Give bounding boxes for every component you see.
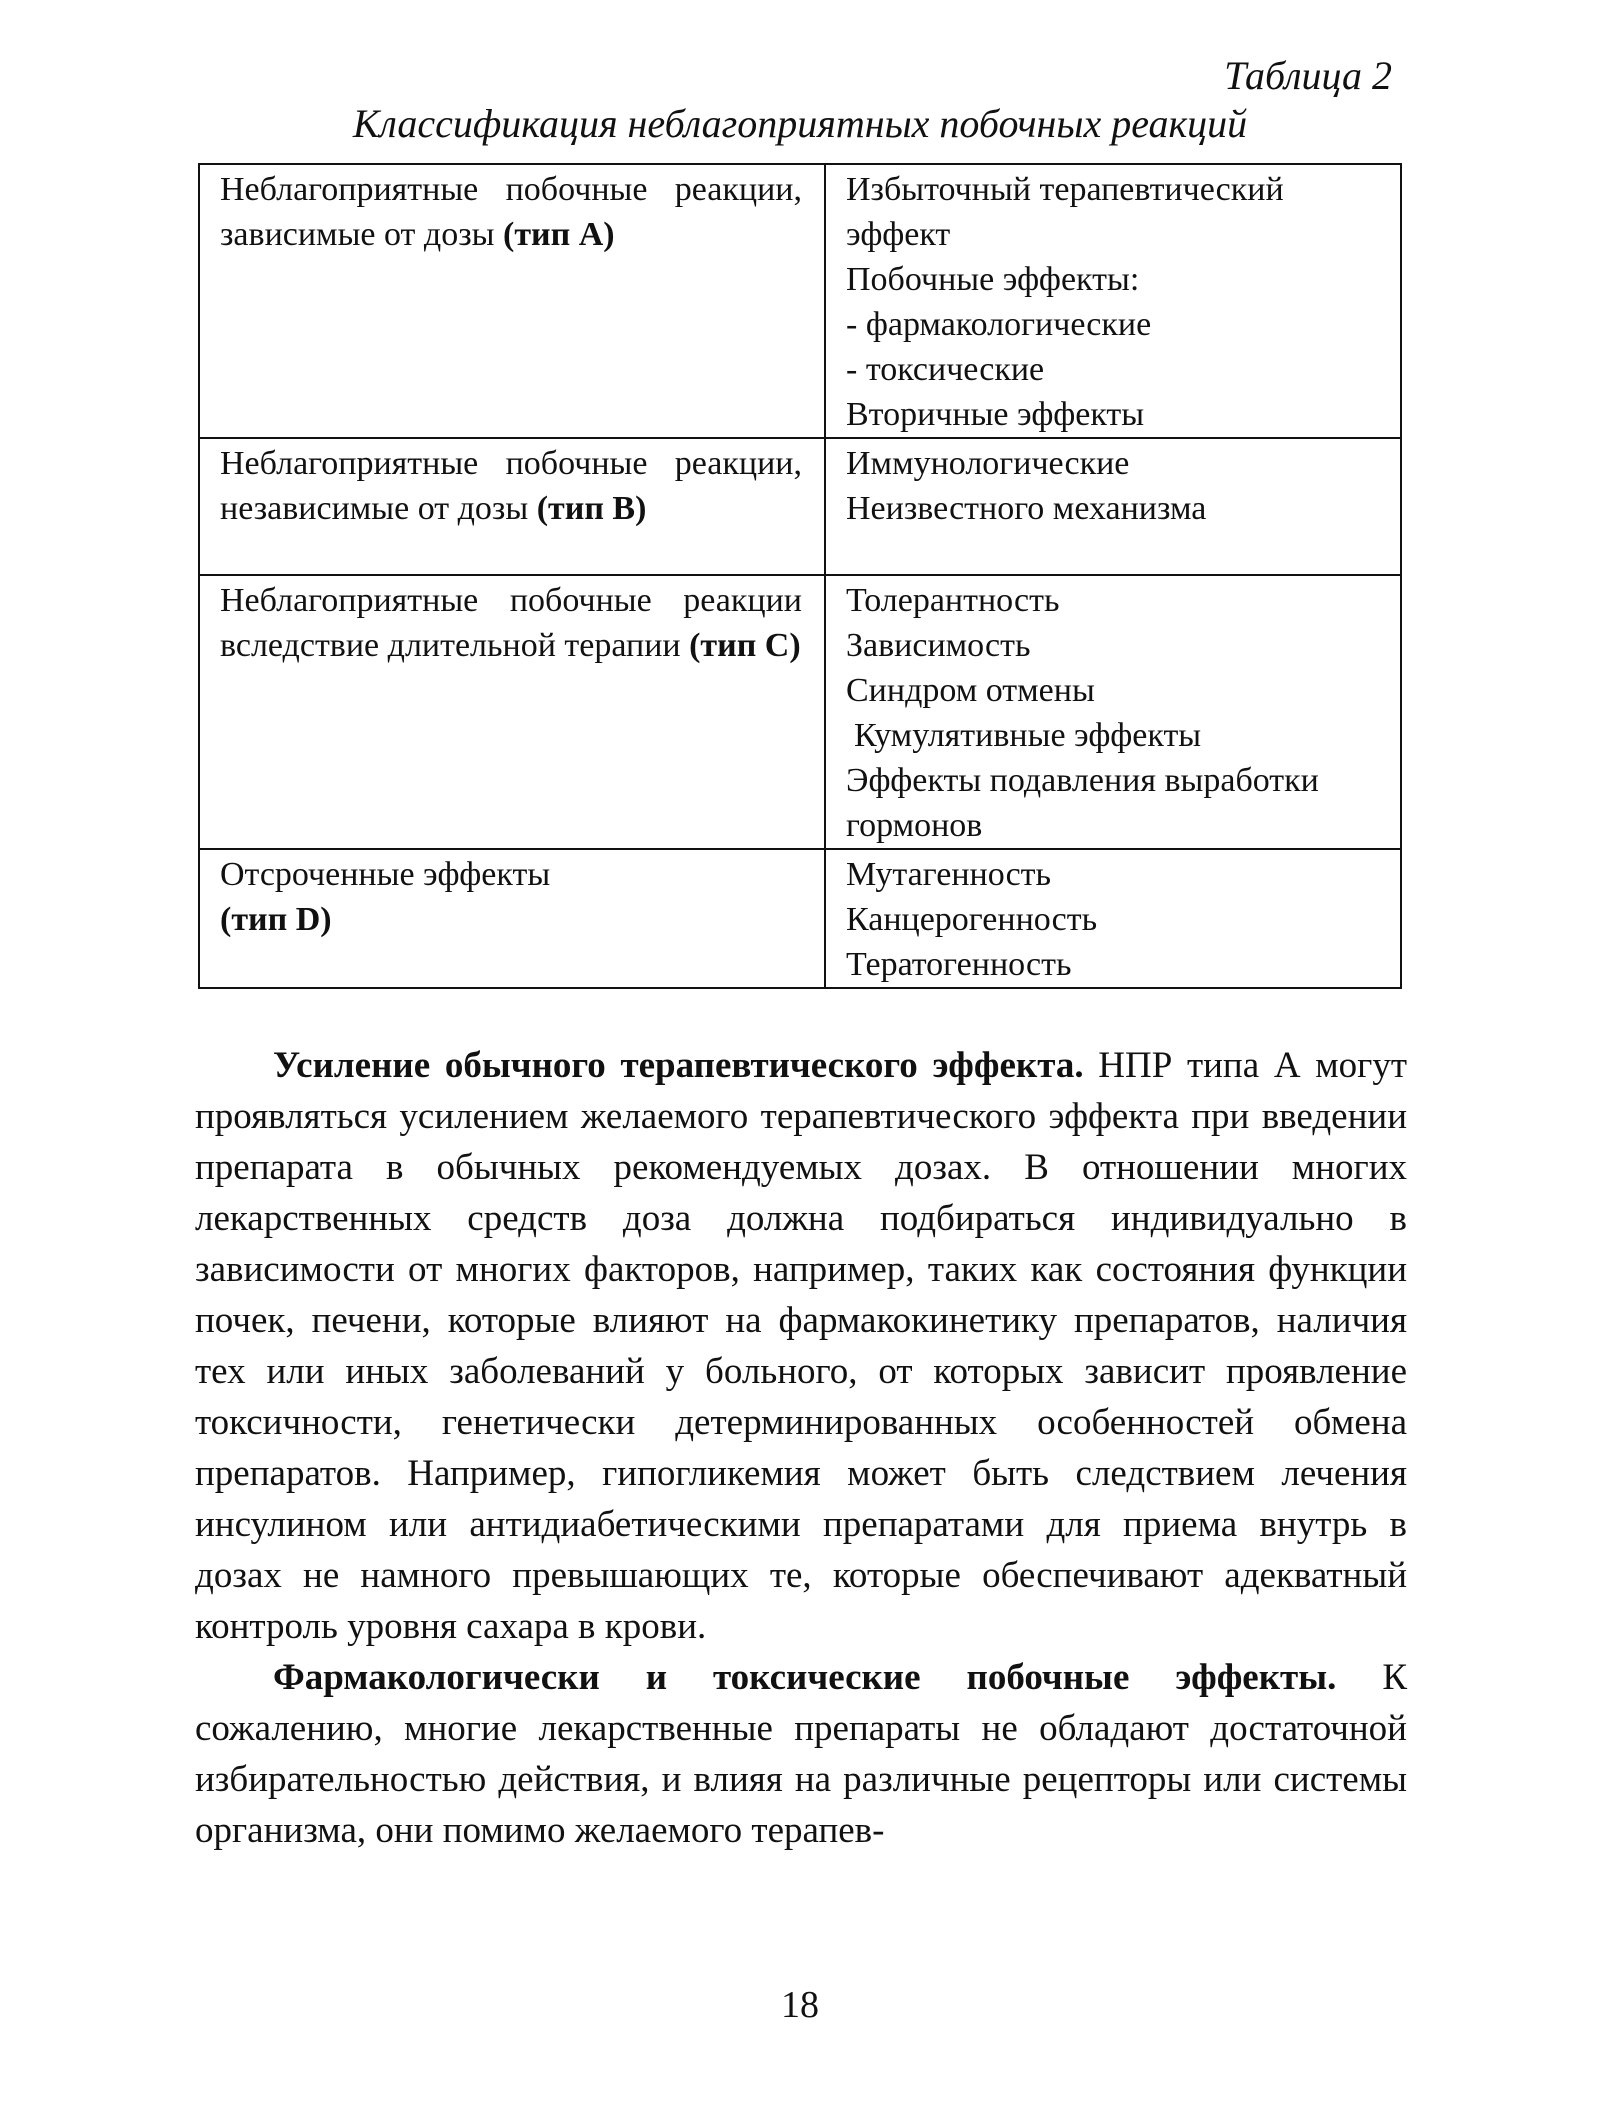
- table-row: [199, 849, 1401, 988]
- reaction-examples-cell: [825, 164, 1401, 438]
- reaction-type-label: Отсроченные эффекты: [220, 856, 551, 893]
- reaction-type-code: (тип C): [689, 627, 801, 664]
- reaction-examples-cell: [825, 849, 1401, 988]
- example-item: - фармакологические: [846, 306, 1152, 343]
- reaction-type-label: Неблагоприятные побочные реакции вследствие длительной терапии: [220, 582, 802, 664]
- table-number: Таблица 2: [1224, 53, 1392, 98]
- example-item: Вторичные эффекты: [846, 396, 1145, 433]
- reaction-type-cell: [199, 575, 825, 849]
- reaction-type-cell: [199, 164, 825, 438]
- paragraph: [195, 1652, 1407, 1856]
- reaction-type-code: (тип B): [536, 490, 647, 527]
- example-item: Зависимость: [846, 627, 1031, 664]
- example-item: Синдром отмены: [846, 672, 1095, 709]
- example-item: - токсические: [846, 351, 1045, 388]
- table-row: [199, 575, 1401, 849]
- reaction-examples-cell: [825, 575, 1401, 849]
- paragraph-text: К сожалению, многие лекарственные препараты не обладают достаточной избирательностью действия, и влияя на различные рецепторы или системы организма, они помимо желаемого терапев-: [195, 1657, 1407, 1851]
- table-title: Классификация неблагоприятных побочных реакций: [352, 101, 1248, 146]
- reaction-type-code: (тип A): [503, 216, 615, 253]
- body-text: [195, 1040, 1407, 1856]
- example-item: Кумулятивные эффекты: [854, 717, 1202, 754]
- reaction-type-code: (тип D): [220, 901, 332, 938]
- classification-table: [198, 163, 1402, 989]
- table-row: [199, 164, 1401, 438]
- reaction-examples-cell: [825, 438, 1401, 575]
- reaction-type-cell: [199, 849, 825, 988]
- paragraph-text: НПР типа А могут проявляться усилением желаемого терапевтического эффекта при введении препарата в обычных рекомендуемых дозах. В отношении многих лекарственных средств доза должна подбираться индивидуально в зависимости от многих факторов, например, таких как состояния функции почек, печени, которые влияют на фармакокинетику препаратов, наличия тех или иных заболеваний у больного, от которых зависит проявление токсичности, генетически детерминированных особенностей обмена препаратов. Например, гипогликемия может быть следствием лечения инсулином или антидиабетическими препаратами для приема внутрь в дозах не намного превышающих те, которые обеспечивают адекватный контроль уровня сахара в крови.: [195, 1045, 1407, 1647]
- example-item: Неизвестного механизма: [846, 490, 1207, 527]
- example-item: Тератогенность: [846, 946, 1072, 983]
- example-item: Эффекты подавления выработки гормонов: [846, 762, 1319, 844]
- example-item: Иммунологические: [846, 445, 1130, 482]
- reaction-type-label: Неблагоприятные побочные реакции, независимые от дозы: [220, 445, 802, 527]
- table-row: [199, 438, 1401, 575]
- paragraph-heading: Фармакологически и токсические побочные эффекты.: [273, 1657, 1337, 1698]
- reaction-type-cell: [199, 438, 825, 575]
- page-number: 18: [781, 1984, 819, 2026]
- paragraph-heading: Усиление обычного терапевтического эффекта.: [273, 1045, 1084, 1086]
- example-item: Избыточный терапевтический эффект: [846, 171, 1284, 253]
- example-item: Канцерогенность: [846, 901, 1098, 938]
- example-item: Толерантность: [846, 582, 1060, 619]
- example-item: Побочные эффекты:: [846, 261, 1140, 298]
- example-item: Мутагенность: [846, 856, 1052, 893]
- reaction-type-label: Неблагоприятные побочные реакции, зависимые от дозы: [220, 171, 802, 253]
- paragraph: [195, 1040, 1407, 1652]
